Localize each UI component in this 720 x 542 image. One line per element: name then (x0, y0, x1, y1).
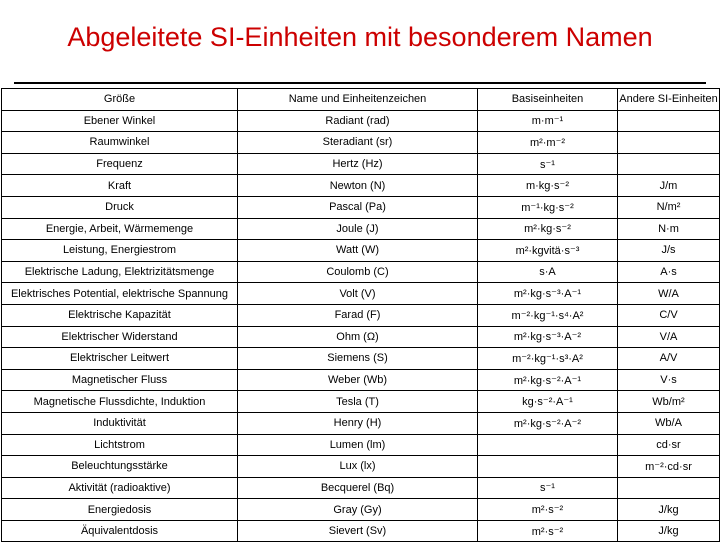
other-units-cell: N·m (618, 218, 720, 240)
page-title: Abgeleitete SI-Einheiten mit besonderem Namen (67, 22, 653, 52)
table-row (2, 196, 720, 218)
unit-name-cell: Volt (V) (238, 283, 478, 305)
other-units-cell: V/A (618, 326, 720, 348)
table-row (2, 132, 720, 154)
table-row (2, 434, 720, 456)
other-units-cell: A·s (618, 261, 720, 283)
quantity-cell: Lichtstrom (2, 434, 238, 456)
table-row (2, 110, 720, 132)
other-units-cell: Wb/A (618, 412, 720, 434)
base-units-cell: m²·kg·s⁻² (478, 218, 618, 240)
quantity-cell: Magnetische Flussdichte, Induktion (2, 391, 238, 413)
quantity-cell: Elektrisches Potential, elektrische Spannung (2, 283, 238, 305)
table-row (2, 240, 720, 262)
header-name-symbol: Name und Einheitenzeichen (238, 89, 478, 111)
unit-name-cell: Hertz (Hz) (238, 153, 478, 175)
header-quantity: Größe (2, 89, 238, 111)
table-row (2, 175, 720, 197)
other-units-cell: J/m (618, 175, 720, 197)
quantity-cell: Äquivalentdosis (2, 520, 238, 542)
base-units-cell: m⁻¹·kg·s⁻² (478, 196, 618, 218)
base-units-cell: m²·m⁻² (478, 132, 618, 154)
quantity-cell: Kraft (2, 175, 238, 197)
other-units-cell (618, 110, 720, 132)
header-base-units: Basiseinheiten (478, 89, 618, 111)
other-units-cell: W/A (618, 283, 720, 305)
quantity-cell: Ebener Winkel (2, 110, 238, 132)
other-units-cell (618, 477, 720, 499)
base-units-cell: s·A (478, 261, 618, 283)
unit-name-cell: Coulomb (C) (238, 261, 478, 283)
base-units-cell: m²·kg·s⁻³·A⁻¹ (478, 283, 618, 305)
quantity-cell: Elektrische Kapazität (2, 304, 238, 326)
table-row (2, 369, 720, 391)
si-units-table (1, 88, 720, 542)
quantity-cell: Frequenz (2, 153, 238, 175)
base-units-cell: m⁻²·kg⁻¹·s⁴·A² (478, 304, 618, 326)
base-units-cell: m·m⁻¹ (478, 110, 618, 132)
unit-name-cell: Henry (H) (238, 412, 478, 434)
unit-name-cell: Gray (Gy) (238, 499, 478, 521)
other-units-cell: cd·sr (618, 434, 720, 456)
quantity-cell: Energiedosis (2, 499, 238, 521)
table-row (2, 218, 720, 240)
other-units-cell: V·s (618, 369, 720, 391)
table-row (2, 412, 720, 434)
quantity-cell: Raumwinkel (2, 132, 238, 154)
quantity-cell: Magnetischer Fluss (2, 369, 238, 391)
base-units-cell: s⁻¹ (478, 477, 618, 499)
quantity-cell: Aktivität (radioaktive) (2, 477, 238, 499)
unit-name-cell: Radiant (rad) (238, 110, 478, 132)
table-row (2, 348, 720, 370)
base-units-cell: m²·kgvitä·s⁻³ (478, 240, 618, 262)
other-units-cell: J/kg (618, 520, 720, 542)
base-units-cell: m⁻²·kg⁻¹·s³·A² (478, 348, 618, 370)
quantity-cell: Beleuchtungsstärke (2, 456, 238, 478)
other-units-cell: J/kg (618, 499, 720, 521)
unit-name-cell: Weber (Wb) (238, 369, 478, 391)
unit-name-cell: Joule (J) (238, 218, 478, 240)
unit-name-cell: Sievert (Sv) (238, 520, 478, 542)
base-units-cell (478, 456, 618, 478)
header-row (2, 89, 720, 111)
quantity-cell: Energie, Arbeit, Wärmemenge (2, 218, 238, 240)
other-units-cell: J/s (618, 240, 720, 262)
table-row (2, 456, 720, 478)
base-units-cell: m·kg·s⁻² (478, 175, 618, 197)
unit-name-cell: Steradiant (sr) (238, 132, 478, 154)
other-units-cell: N/m² (618, 196, 720, 218)
quantity-cell: Elektrischer Leitwert (2, 348, 238, 370)
base-units-cell: s⁻¹ (478, 153, 618, 175)
unit-name-cell: Becquerel (Bq) (238, 477, 478, 499)
base-units-cell: m²·kg·s⁻²·A⁻¹ (478, 369, 618, 391)
title-divider (14, 82, 706, 84)
unit-name-cell: Farad (F) (238, 304, 478, 326)
unit-name-cell: Ohm (Ω) (238, 326, 478, 348)
quantity-cell: Induktivität (2, 412, 238, 434)
unit-name-cell: Newton (N) (238, 175, 478, 197)
unit-name-cell: Pascal (Pa) (238, 196, 478, 218)
quantity-cell: Elektrischer Widerstand (2, 326, 238, 348)
unit-name-cell: Lux (lx) (238, 456, 478, 478)
table-row (2, 283, 720, 305)
other-units-cell: A/V (618, 348, 720, 370)
table-row (2, 304, 720, 326)
other-units-cell: Wb/m² (618, 391, 720, 413)
header-other-units: Andere SI-Einheiten (618, 89, 720, 111)
quantity-cell: Leistung, Energiestrom (2, 240, 238, 262)
base-units-cell: kg·s⁻²·A⁻¹ (478, 391, 618, 413)
base-units-cell (478, 434, 618, 456)
other-units-cell: m⁻²·cd·sr (618, 456, 720, 478)
table-row (2, 499, 720, 521)
other-units-cell (618, 132, 720, 154)
base-units-cell: m²·s⁻² (478, 499, 618, 521)
other-units-cell (618, 153, 720, 175)
table-row (2, 153, 720, 175)
quantity-cell: Druck (2, 196, 238, 218)
table-row (2, 477, 720, 499)
base-units-cell: m²·kg·s⁻³·A⁻² (478, 326, 618, 348)
table-row (2, 391, 720, 413)
other-units-cell: C/V (618, 304, 720, 326)
unit-name-cell: Siemens (S) (238, 348, 478, 370)
table-row (2, 261, 720, 283)
base-units-cell: m²·s⁻² (478, 520, 618, 542)
unit-name-cell: Tesla (T) (238, 391, 478, 413)
table-row (2, 326, 720, 348)
quantity-cell: Elektrische Ladung, Elektrizitätsmenge (2, 261, 238, 283)
table-row (2, 520, 720, 542)
unit-name-cell: Watt (W) (238, 240, 478, 262)
base-units-cell: m²·kg·s⁻²·A⁻² (478, 412, 618, 434)
unit-name-cell: Lumen (lm) (238, 434, 478, 456)
